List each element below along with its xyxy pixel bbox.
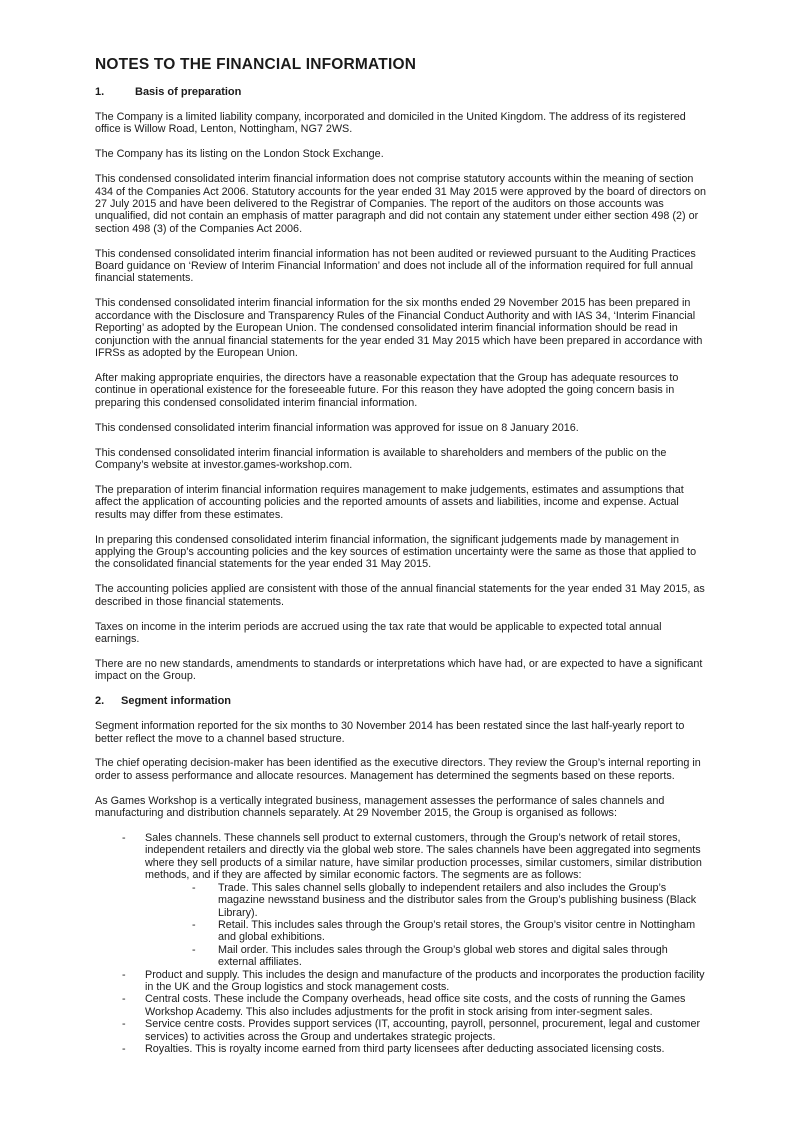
segment-list: [95, 832, 706, 1055]
paragraph: This condensed consolidated interim financial information is available to shareholders and members of the public on the Company’s website at investor.games-workshop.com.: [95, 446, 667, 471]
bullet-marker: -: [192, 918, 196, 931]
paragraph: This condensed consolidated interim financial information has not been audited or reviewed pursuant to the Auditing Practices Board guidance on ‘Review of Interim Financial Information’ and does not include all of the information required for full annual financial statements.: [95, 247, 696, 285]
paragraph: As Games Workshop is a vertically integrated business, management assesses the performance of sales channels and manufacturing and distribution channels separately. At 29 November 2015, the Group is organised as follows:: [95, 794, 665, 820]
bullet-marker: -: [192, 881, 196, 894]
list-item: [95, 1043, 706, 1055]
list-item-text: Sales channels. These channels sell product to external customers, through the Group’s network of retail stores, independent retailers and directly via the global web store. The sales channels have been aggregated into segments where they sell products of a similar nature, have similar production processes, similar customers, similar distribution methods, and if they are affected by similar economic factors. The segments are as follows:: [145, 832, 702, 882]
section-number: 1.: [95, 86, 105, 98]
paragraph: In preparing this condensed consolidated interim financial information, the significant judgements made by management in applying the Group’s accounting policies and the key sources of estimation uncertainty were the same as those that applied to the consolidated financial statements for the year ended 31 May 2015.: [95, 533, 697, 571]
list-item-text: Service centre costs. Provides support services (IT, accounting, payroll, personnel, procurement, legal and customer services) to activities across the Group and undertakes strategic projects.: [145, 1018, 701, 1043]
section-number: 2.: [95, 695, 105, 708]
bullet-marker: -: [122, 968, 126, 981]
section-heading-label: Basis of preparation: [135, 86, 242, 98]
list-item-text: Royalties. This is royalty income earned from third party licensees after deducting associated licensing costs.: [145, 1042, 665, 1055]
section-heading-2: [95, 695, 706, 707]
list-item: [95, 882, 706, 919]
section-heading-1: [95, 86, 706, 98]
list-item-text: Product and supply. This includes the design and manufacture of the products and incorporates the production facility in the UK and the Group logistics and stock management costs.: [145, 968, 705, 993]
bullet-marker: -: [192, 943, 196, 956]
paragraph: The chief operating decision-maker has been identified as the executive directors. They review the Group’s internal reporting in order to assess performance and allocate resources. Management has determined the segments based on these reports.: [95, 757, 701, 782]
paragraph: The preparation of interim financial information requires management to make judgements, estimates and assumptions that affect the application of accounting policies and the reported amounts of assets and liabilities, income and expense. Actual results may differ from these estimates.: [95, 483, 684, 521]
paragraph: The accounting policies applied are consistent with those of the annual financial statements for the year ended 31 May 2015, as described in those financial statements.: [95, 583, 705, 608]
list-item: [95, 993, 706, 1018]
page-title: NOTES TO THE FINANCIAL INFORMATION: [95, 56, 417, 73]
bullet-marker: -: [122, 1018, 126, 1031]
list-item: [95, 919, 706, 944]
list-item: [95, 1018, 706, 1043]
document-content: [95, 56, 706, 1055]
bullet-marker: -: [122, 1042, 126, 1055]
list-item: [95, 944, 706, 969]
paragraph: The Company has its listing on the London Stock Exchange.: [95, 148, 384, 161]
list-item: [95, 832, 706, 882]
paragraph: This condensed consolidated interim financial information for the six months ended 29 November 2015 has been prepared in accordance with the Disclosure and Transparency Rules of the Financial Conduct Authority and with IAS 34, ‘Interim Financial Reporting’ as adopted by the European Union. The condensed consolidated interim financial information should be read in conjunction with the annual financial statements for the year ended 31 May 2015 which have been prepared in accordance with IFRSs as adopted by the European Union.: [95, 297, 703, 359]
section-heading-label: Segment information: [121, 695, 232, 708]
paragraph: Taxes on income in the interim periods are accrued using the tax rate that would be applicable to expected total annual earnings.: [95, 620, 662, 645]
paragraph: Segment information reported for the six months to 30 November 2014 has been restated since the last half-yearly report to better reflect the move to a channel based structure.: [95, 720, 685, 745]
list-item: [95, 969, 706, 994]
bullet-marker: -: [122, 832, 126, 845]
paragraph: After making appropriate enquiries, the directors have a reasonable expectation that the Group has adequate resources to continue in operational existence for the foreseeable future. For this reason they have adopted the going concern basis in preparing this condensed consolidated interim financial information.: [95, 371, 679, 409]
list-item-text: Trade. This sales channel sells globally to independent retailers and also includes the Group’s magazine newsstand business and the distributor sales from the Group’s publishing business (Black Library).: [218, 881, 697, 919]
list-item-text: Mail order. This includes sales through the Group’s global web stores and digital sales through external affiliates.: [218, 943, 668, 969]
list-item-text: Retail. This includes sales through the Group’s retail stores, the Group’s visitor centre in Nottingham and global exhibitions.: [218, 918, 696, 944]
list-item-text: Central costs. These include the Company overheads, head office site costs, and the costs of running the Games Workshop Academy. This also includes adjustments for the profit in stock arising from inter-segment sales.: [145, 993, 686, 1018]
paragraph: This condensed consolidated interim financial information was approved for issue on 8 January 2016.: [95, 421, 579, 434]
bullet-marker: -: [122, 993, 126, 1006]
paragraph: This condensed consolidated interim financial information does not comprise statutory accounts within the meaning of section 434 of the Companies Act 2006. Statutory accounts for the year ended 31 May 2015 were approved by the board of directors on 27 July 2015 and have been delivered to the Registrar of Companies. The report of the auditors on those accounts was unqualified, did not contain an emphasis of matter paragraph and did not contain any statement under either section 498 (2) or section 498 (3) of the Companies Act 2006.: [95, 173, 707, 235]
paragraph: There are no new standards, amendments to standards or interpretations which have had, or are expected to have a significant impact on the Group.: [95, 657, 703, 683]
paragraph: The Company is a limited liability company, incorporated and domiciled in the United Kingdom. The address of its registered office is Willow Road, Lenton, Nottingham, NG7 2WS.: [95, 110, 686, 136]
